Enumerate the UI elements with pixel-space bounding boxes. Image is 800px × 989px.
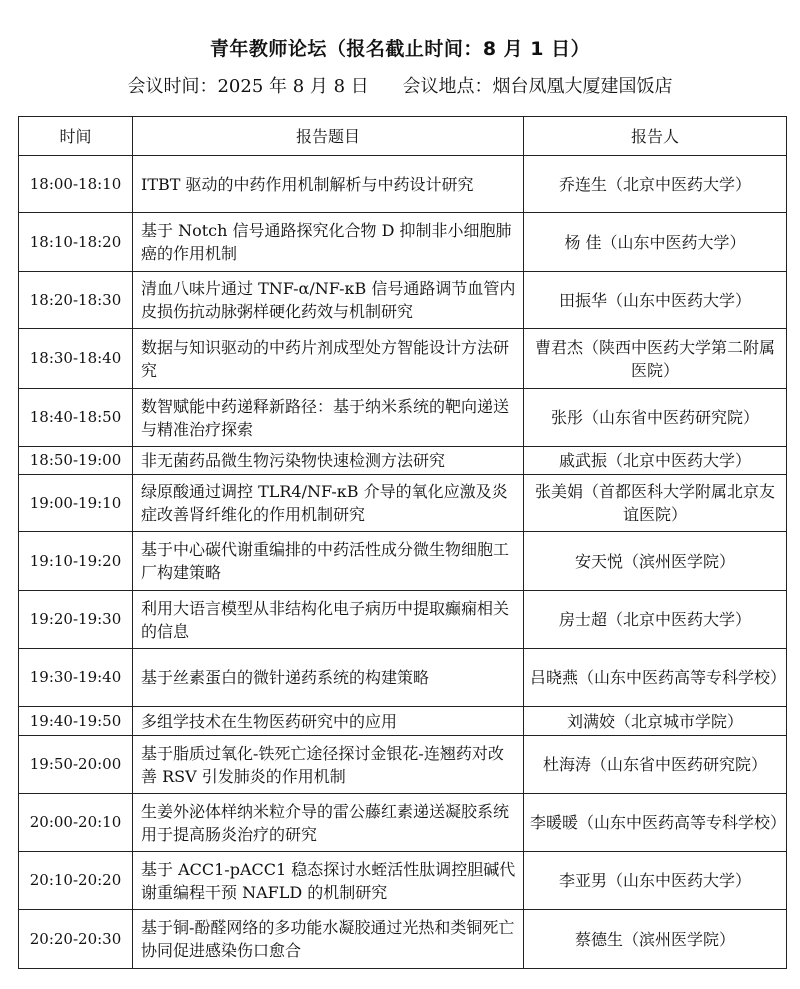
- meeting-time: 会议时间：2025 年 8 月 8 日: [127, 76, 369, 97]
- table-row: [19, 213, 787, 272]
- topic-cell: 基于丝素蛋白的微针递药系统的构建策略: [133, 649, 524, 707]
- column-header-speaker: 报告人: [524, 117, 787, 156]
- topic-cell: 生姜外泌体样纳米粒介导的雷公藤红素递送凝胶系统用于提高肠炎治疗的研究: [133, 794, 524, 852]
- table-row: [19, 447, 787, 475]
- table-row: [19, 475, 787, 532]
- time-cell: 19:10-19:20: [19, 532, 133, 591]
- meeting-info: [0, 74, 800, 100]
- topic-cell: 基于中心碳代谢重编排的中药活性成分微生物细胞工厂构建策略: [133, 532, 524, 591]
- time-cell: 19:30-19:40: [19, 649, 133, 707]
- time-cell: 19:40-19:50: [19, 707, 133, 736]
- topic-cell: 非无菌药品微生物污染物快速检测方法研究: [133, 447, 524, 475]
- time-cell: 19:50-20:00: [19, 736, 133, 794]
- speaker-cell: 乔连生（北京中医药大学）: [524, 156, 787, 213]
- page-title: 青年教师论坛（报名截止时间：8 月 1 日）: [209, 38, 591, 60]
- time-cell: 18:10-18:20: [19, 213, 133, 272]
- table-row: [19, 736, 787, 794]
- table-row: [19, 707, 787, 736]
- speaker-cell: 刘满姣（北京城市学院）: [524, 707, 787, 736]
- table-row: [19, 389, 787, 447]
- speaker-cell: 杨 佳（山东中医药大学）: [524, 213, 787, 272]
- time-cell: 20:20-20:30: [19, 910, 133, 969]
- topic-cell: 基于铜-酚醛网络的多功能水凝胶通过光热和类铜死亡协同促进感染伤口愈合: [133, 910, 524, 969]
- topic-cell: 清血八味片通过 TNF-α/NF-κB 信号通路调节血管内皮损伤抗动脉粥样硬化药效与机制研究: [133, 272, 524, 329]
- table-row: [19, 272, 787, 329]
- table-row: [19, 532, 787, 591]
- column-header-time: 时间: [19, 117, 133, 156]
- topic-cell: 数智赋能中药递释新路径：基于纳米系统的靶向递送与精准治疗探索: [133, 389, 524, 447]
- topic-cell: ITBT 驱动的中药作用机制解析与中药设计研究: [133, 156, 524, 213]
- speaker-cell: 田振华（山东中医药大学）: [524, 272, 787, 329]
- speaker-cell: 张美娟（首都医科大学附属北京友谊医院）: [524, 475, 787, 532]
- time-cell: 18:20-18:30: [19, 272, 133, 329]
- time-cell: 19:20-19:30: [19, 591, 133, 649]
- speaker-cell: 安天悦（滨州医学院）: [524, 532, 787, 591]
- speaker-cell: 杜海涛（山东省中医药研究院）: [524, 736, 787, 794]
- time-cell: 18:50-19:00: [19, 447, 133, 475]
- speaker-cell: 戚武振（北京中医药大学）: [524, 447, 787, 475]
- column-header-topic: 报告题目: [133, 117, 524, 156]
- topic-cell: 数据与知识驱动的中药片剂成型处方智能设计方法研究: [133, 329, 524, 389]
- speaker-cell: 吕晓燕（山东中医药高等专科学校）: [524, 649, 787, 707]
- speaker-cell: 蔡德生（滨州医学院）: [524, 910, 787, 969]
- topic-cell: 基于 ACC1-pACC1 稳态探讨水蛭活性肽调控胆碱代谢重编程干预 NAFLD 的机制研究: [133, 852, 524, 910]
- topic-cell: 基于 Notch 信号通路探究化合物 D 抑制非小细胞肺癌的作用机制: [133, 213, 524, 272]
- table-row: [19, 156, 787, 213]
- table-row: [19, 910, 787, 969]
- time-cell: 18:30-18:40: [19, 329, 133, 389]
- speaker-cell: 曹君杰（陕西中医药大学第二附属医院）: [524, 329, 787, 389]
- table-row: [19, 649, 787, 707]
- table-row: [19, 329, 787, 389]
- meeting-place: 会议地点：烟台凤凰大厦建国饭店: [402, 76, 673, 97]
- topic-cell: 利用大语言模型从非结构化电子病历中提取癫痫相关的信息: [133, 591, 524, 649]
- time-cell: 20:00-20:10: [19, 794, 133, 852]
- topic-cell: 多组学技术在生物医药研究中的应用: [133, 707, 524, 736]
- time-cell: 19:00-19:10: [19, 475, 133, 532]
- speaker-cell: 房士超（北京中医药大学）: [524, 591, 787, 649]
- schedule-table: [18, 116, 787, 969]
- table-row: [19, 852, 787, 910]
- topic-cell: 基于脂质过氧化-铁死亡途径探讨金银花-连翘药对改善 RSV 引发肺炎的作用机制: [133, 736, 524, 794]
- topic-cell: 绿原酸通过调控 TLR4/NF-κB 介导的氧化应激及炎症改善肾纤维化的作用机制研究: [133, 475, 524, 532]
- table-row: [19, 794, 787, 852]
- time-cell: 18:40-18:50: [19, 389, 133, 447]
- speaker-cell: 张彤（山东省中医药研究院）: [524, 389, 787, 447]
- speaker-cell: 李暖暖（山东中医药高等专科学校）: [524, 794, 787, 852]
- time-cell: 18:00-18:10: [19, 156, 133, 213]
- table-header-row: [19, 117, 787, 156]
- time-cell: 20:10-20:20: [19, 852, 133, 910]
- speaker-cell: 李亚男（山东中医药大学）: [524, 852, 787, 910]
- table-row: [19, 591, 787, 649]
